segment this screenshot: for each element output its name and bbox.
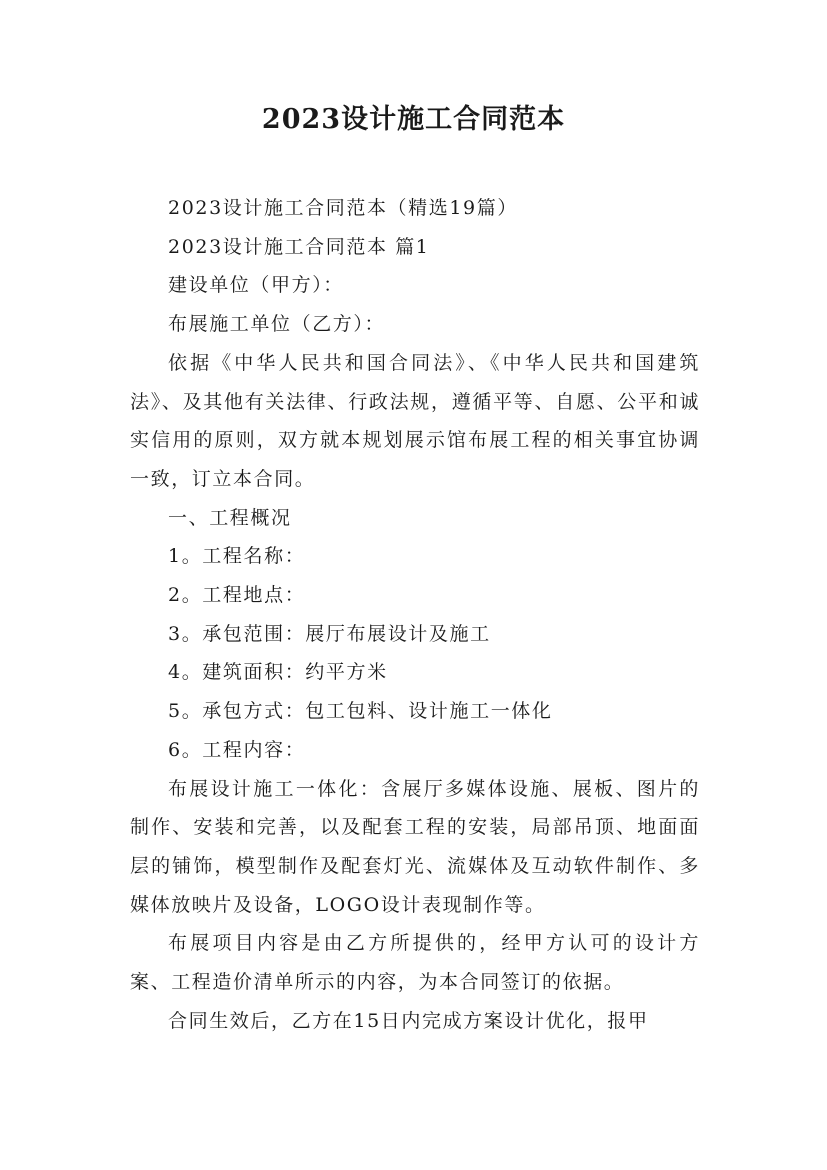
paragraph: 布展项目内容是由乙方所提供的，经甲方认可的设计方案、工程造价清单所示的内容，为本合同签订的依据。 (130, 932, 700, 994)
paragraph: 依据《中华人民共和国合同法》、《中华人民共和国建筑法》、及其他有关法律、行政法规，遵循平等、自愿、公平和诚实信用的原则，双方就本规划展示馆布展工程的相关事宜协调一致，订立本合同。 (130, 351, 700, 490)
paragraph: 建设单位（甲方）： (168, 274, 344, 297)
section-heading: 一、工程概况 (168, 506, 292, 529)
list-item: 5。承包方式：包工包料、设计施工一体化 (168, 700, 553, 723)
document-title: 2023设计施工合同范本 (261, 104, 566, 135)
list-item: 1。工程名称： (168, 545, 306, 568)
paragraph: 2023设计施工合同范本（精选19篇） (168, 197, 518, 219)
list-item: 4。建筑面积：约平方米 (168, 661, 388, 684)
paragraph: 布展施工单位（乙方）： (168, 313, 386, 336)
document-body (130, 189, 700, 1040)
list-item: 6。工程内容： (168, 738, 306, 761)
paragraph: 合同生效后，乙方在15日内完成方案设计优化，报甲 (168, 1009, 649, 1032)
paragraph: 2023设计施工合同范本 篇1 (168, 235, 430, 258)
list-item: 3。承包范围：展厅布展设计及施工 (168, 622, 491, 645)
list-item: 2。工程地点： (168, 584, 306, 607)
paragraph: 布展设计施工一体化：含展厅多媒体设施、展板、图片的制作、安装和完善，以及配套工程的安装，局部吊顶、地面面层的铺饰，模型制作及配套灯光、流媒体及互动软件制作、多媒体放映片及设备，LOGO设计表现制作等。 (130, 777, 700, 916)
